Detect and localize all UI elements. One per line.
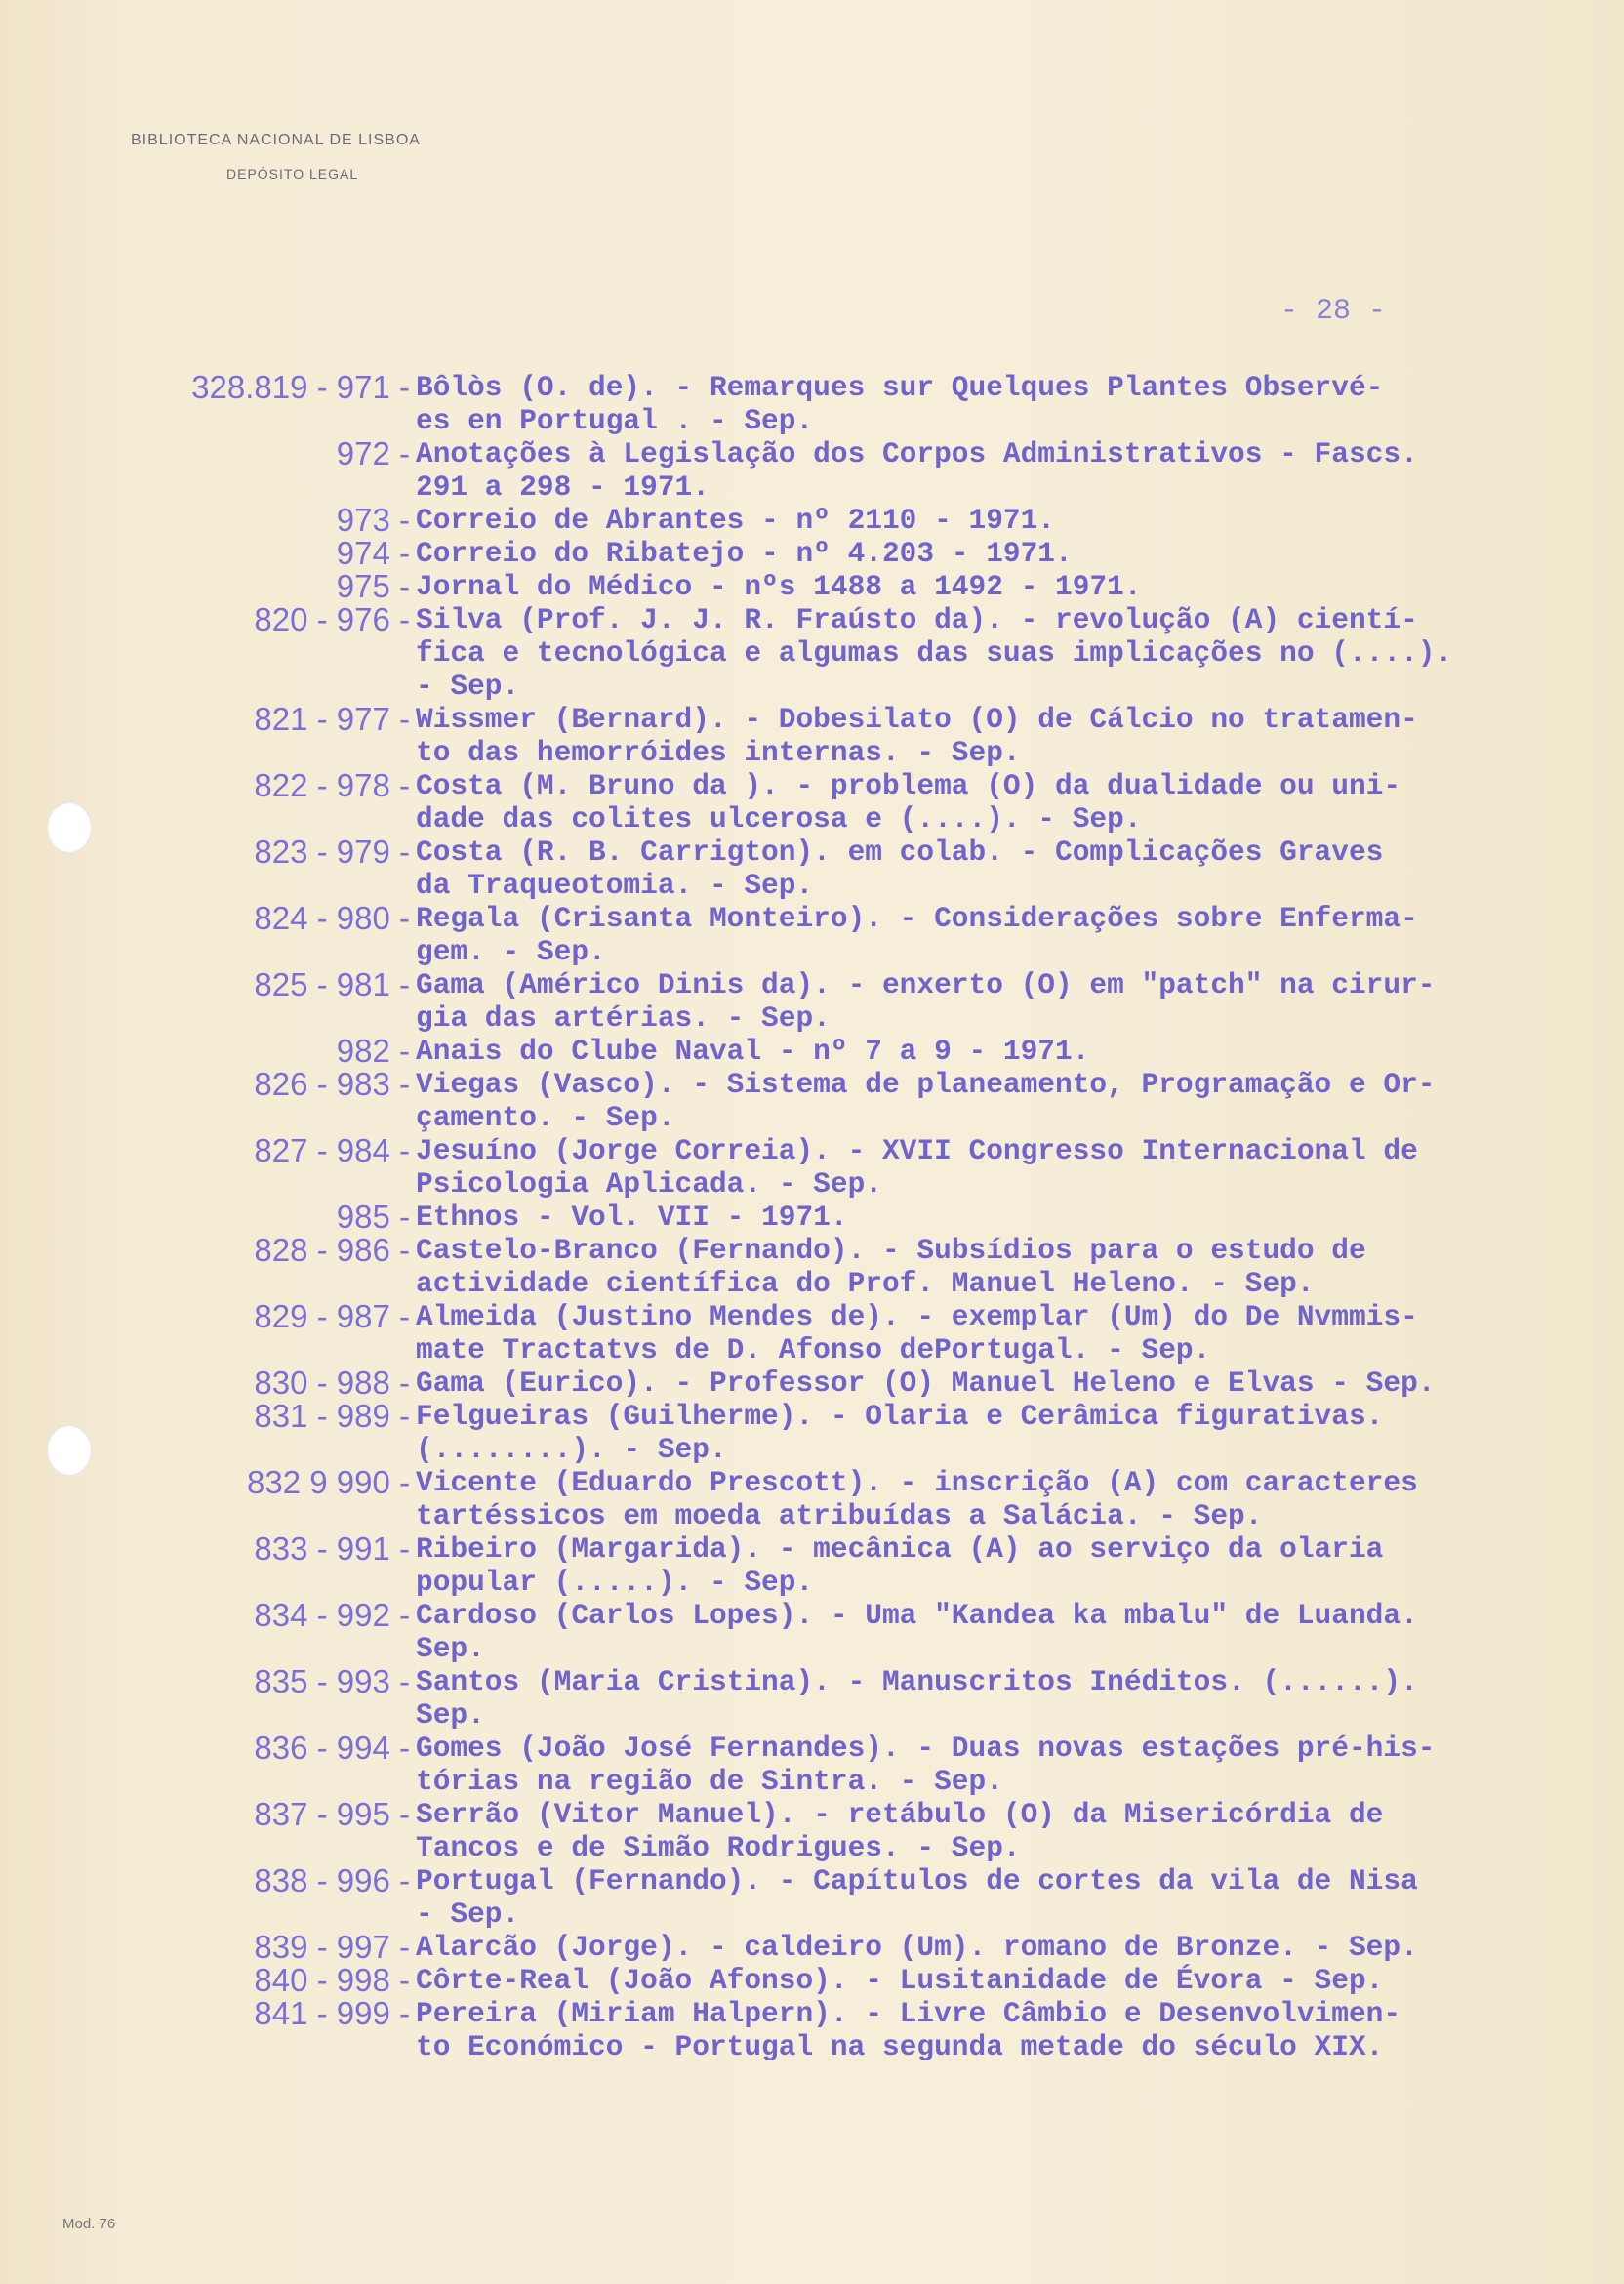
entry-number: 832 9 990 - <box>247 1464 410 1500</box>
entry-text: Psicologia Aplicada. - Sep. <box>416 1167 882 1201</box>
entry-line <box>0 1101 1624 1134</box>
entry-line <box>0 2030 1624 2063</box>
entry-number: 972 - <box>336 435 410 471</box>
entry-number: 835 - 993 - <box>254 1663 410 1699</box>
entry-line <box>0 1433 1624 1466</box>
entry-line <box>0 404 1624 437</box>
entry-line <box>0 1632 1624 1665</box>
entry-number: 840 - 998 - <box>254 1962 410 1998</box>
list-item <box>0 703 1624 769</box>
form-number: Mod. 76 <box>62 2216 116 2232</box>
entry-text: Silva (Prof. J. J. R. Fraústo da). - revolução (A) cientí- <box>416 603 1418 636</box>
list-item <box>0 537 1624 570</box>
entry-text: gia das artérias. - Sep. <box>416 1001 831 1035</box>
entry-text: Côrte-Real (João Afonso). - Lusitanidade de Évora - Sep. <box>416 1964 1384 1997</box>
list-item <box>0 1599 1624 1665</box>
list-item <box>0 1400 1624 1466</box>
department-name: DEPÓSITO LEGAL <box>226 166 359 182</box>
entry-line <box>0 1001 1624 1035</box>
letterhead <box>131 132 421 182</box>
entry-line <box>0 1831 1624 1864</box>
entry-text: çamento. - Sep. <box>416 1101 675 1134</box>
entry-text: Sep. <box>416 1632 485 1665</box>
entry-number: 829 - 987 - <box>254 1298 410 1334</box>
entry-line <box>0 1068 1624 1101</box>
entry-line <box>0 1234 1624 1267</box>
entry-number: 824 - 980 - <box>254 900 410 936</box>
entry-number: 831 - 989 - <box>254 1398 410 1434</box>
entry-number: 974 - <box>336 535 410 571</box>
entry-text: - Sep. <box>416 670 520 703</box>
entry-line <box>0 1267 1624 1300</box>
entry-line <box>0 1864 1624 1897</box>
entry-number: 830 - 988 - <box>254 1365 410 1401</box>
entry-number: 822 - 978 - <box>254 767 410 803</box>
list-item <box>0 1665 1624 1732</box>
entry-number: 827 - 984 - <box>254 1132 410 1168</box>
entry-text: tartéssicos em moeda atribuídas a Salácia. - Sep. <box>416 1499 1263 1532</box>
list-item <box>0 1201 1624 1234</box>
entry-text: dade das colites ulcerosa e (....). - Sep. <box>416 802 1142 836</box>
entry-line <box>0 470 1624 504</box>
entry-line <box>0 1732 1624 1765</box>
entry-number: 820 - 976 - <box>254 601 410 637</box>
entry-text: Anotações à Legislação dos Corpos Administrativos - Fascs. <box>416 437 1418 470</box>
list-item <box>0 1732 1624 1798</box>
entry-text: es en Portugal . - Sep. <box>416 404 814 437</box>
entry-text: Regala (Crisanta Monteiro). - Considerações sobre Enferma- <box>416 902 1418 935</box>
entry-line <box>0 1765 1624 1798</box>
entry-number: 828 - 986 - <box>254 1232 410 1268</box>
entry-text: Ethnos - Vol. VII - 1971. <box>416 1201 848 1234</box>
entry-line <box>0 1366 1624 1400</box>
entry-text: Pereira (Miriam Halpern). - Livre Câmbio e Desenvolvimen- <box>416 1997 1401 2030</box>
entry-line <box>0 836 1624 869</box>
entry-text: Ribeiro (Margarida). - mecânica (A) ao serviço da olaria <box>416 1532 1384 1566</box>
entry-number: 982 - <box>336 1033 410 1069</box>
entry-number: 985 - <box>336 1199 410 1235</box>
entry-number: 839 - 997 - <box>254 1929 410 1965</box>
entry-text: to das hemorróides internas. - Sep. <box>416 736 1021 769</box>
entry-line <box>0 1566 1624 1599</box>
entry-number: 823 - 979 - <box>254 834 410 870</box>
entry-line <box>0 769 1624 802</box>
entry-text: Costa (R. B. Carrigton). em colab. - Complicações Graves <box>416 836 1384 869</box>
list-item <box>0 1300 1624 1366</box>
entry-number: 838 - 996 - <box>254 1862 410 1898</box>
entry-text: Gama (Eurico). - Professor (O) Manuel Heleno e Elvas - Sep. <box>416 1366 1436 1400</box>
entry-line <box>0 1997 1624 2030</box>
entry-text: Cardoso (Carlos Lopes). - Uma "Kandea ka mbalu" de Luanda. <box>416 1599 1418 1632</box>
entry-text: to Económico - Portugal na segunda metade do século XIX. <box>416 2030 1384 2063</box>
entry-line <box>0 1665 1624 1698</box>
entry-line <box>0 1499 1624 1532</box>
entry-text: Santos (Maria Cristina). - Manuscritos Inéditos. (......). <box>416 1665 1418 1698</box>
entry-text: Anais do Clube Naval - nº 7 a 9 - 1971. <box>416 1035 1090 1068</box>
entry-text: Alarcão (Jorge). - caldeiro (Um). romano de Bronze. - Sep. <box>416 1931 1418 1964</box>
list-item <box>0 603 1624 703</box>
entry-number: 836 - 994 - <box>254 1730 410 1766</box>
entry-number: 328.819 - 971 - <box>191 369 410 405</box>
entry-text: Tancos e de Simão Rodrigues. - Sep. <box>416 1831 1021 1864</box>
entry-line <box>0 1599 1624 1632</box>
entry-line <box>0 1400 1624 1433</box>
entry-line <box>0 935 1624 968</box>
entry-text: Vicente (Eduardo Prescott). - inscrição (A) com caracteres <box>416 1466 1418 1499</box>
entry-line <box>0 1466 1624 1499</box>
entry-line <box>0 437 1624 470</box>
entry-text: gem. - Sep. <box>416 935 606 968</box>
list-item <box>0 836 1624 902</box>
entry-text: - Sep. <box>416 1897 520 1931</box>
entry-text: Jornal do Médico - nºs 1488 a 1492 - 1971. <box>416 570 1142 603</box>
entry-line <box>0 504 1624 537</box>
entry-text: Viegas (Vasco). - Sistema de planeamento, Programação e Or- <box>416 1068 1436 1101</box>
list-item <box>0 371 1624 437</box>
entry-list <box>0 371 1624 2063</box>
entry-line <box>0 703 1624 736</box>
list-item <box>0 1068 1624 1134</box>
entry-line <box>0 1167 1624 1201</box>
list-item <box>0 1035 1624 1068</box>
entry-text: Sep. <box>416 1698 485 1732</box>
entry-line <box>0 1300 1624 1333</box>
entry-line <box>0 1134 1624 1167</box>
entry-number: 833 - 991 - <box>254 1530 410 1567</box>
entry-text: Felgueiras (Guilherme). - Olaria e Cerâmica figurativas. <box>416 1400 1384 1433</box>
entry-line <box>0 1035 1624 1068</box>
entry-text: tórias na região de Sintra. - Sep. <box>416 1765 1003 1798</box>
list-item <box>0 1466 1624 1532</box>
entry-line <box>0 1201 1624 1234</box>
list-item <box>0 1798 1624 1864</box>
page-number: - 28 - <box>1280 295 1387 328</box>
entry-text: (........). - Sep. <box>416 1433 727 1466</box>
entry-line <box>0 1532 1624 1566</box>
entry-line <box>0 902 1624 935</box>
entry-text: Correio de Abrantes - nº 2110 - 1971. <box>416 504 1056 537</box>
list-item <box>0 1234 1624 1300</box>
entry-number: 821 - 977 - <box>254 701 410 737</box>
entry-text: Castelo-Branco (Fernando). - Subsídios para o estudo de <box>416 1234 1366 1267</box>
entry-line <box>0 537 1624 570</box>
list-item <box>0 1931 1624 1964</box>
entry-text: Costa (M. Bruno da ). - problema (O) da dualidade ou uni- <box>416 769 1401 802</box>
entry-line <box>0 869 1624 902</box>
entry-line <box>0 1897 1624 1931</box>
entry-text: Bôlòs (O. de). - Remarques sur Quelques Plantes Observé- <box>416 371 1384 404</box>
entry-text: mate Tractatvs de D. Afonso dePortugal. - Sep. <box>416 1333 1211 1366</box>
entry-line <box>0 636 1624 670</box>
entry-text: Serrão (Vitor Manuel). - retábulo (O) da Misericórdia de <box>416 1798 1384 1831</box>
list-item <box>0 504 1624 537</box>
entry-number: 825 - 981 - <box>254 966 410 1002</box>
list-item <box>0 1366 1624 1400</box>
entry-line <box>0 1964 1624 1997</box>
list-item <box>0 968 1624 1035</box>
entry-text: actividade científica do Prof. Manuel Heleno. - Sep. <box>416 1267 1315 1300</box>
entry-line <box>0 802 1624 836</box>
entry-number: 837 - 995 - <box>254 1796 410 1832</box>
entry-number: 834 - 992 - <box>254 1597 410 1633</box>
entry-text: Wissmer (Bernard). - Dobesilato (O) de Cálcio no tratamen- <box>416 703 1418 736</box>
entry-text: Almeida (Justino Mendes de). - exemplar (Um) do De Nvmmis- <box>416 1300 1418 1333</box>
entry-text: popular (.....). - Sep. <box>416 1566 814 1599</box>
entry-line <box>0 968 1624 1001</box>
list-item <box>0 902 1624 968</box>
institution-name: BIBLIOTECA NACIONAL DE LISBOA <box>131 132 421 148</box>
entry-text: fica e tecnológica e algumas das suas implicações no (....). <box>416 636 1453 670</box>
entry-number: 973 - <box>336 502 410 538</box>
entry-line <box>0 1333 1624 1366</box>
entry-line <box>0 1931 1624 1964</box>
list-item <box>0 1964 1624 1997</box>
entry-text: Jesuíno (Jorge Correia). - XVII Congresso Internacional de <box>416 1134 1418 1167</box>
list-item <box>0 570 1624 603</box>
entry-text: 291 a 298 - 1971. <box>416 470 710 504</box>
entry-line <box>0 570 1624 603</box>
entry-text: Correio do Ribatejo - nº 4.203 - 1971. <box>416 537 1073 570</box>
entry-text: Gomes (João José Fernandes). - Duas novas estações pré-his- <box>416 1732 1436 1765</box>
list-item <box>0 769 1624 836</box>
entry-line <box>0 371 1624 404</box>
entry-number: 841 - 999 - <box>254 1995 410 2031</box>
list-item <box>0 437 1624 504</box>
list-item <box>0 1134 1624 1201</box>
list-item <box>0 1532 1624 1599</box>
entry-text: da Traqueotomia. - Sep. <box>416 869 814 902</box>
entry-line <box>0 1698 1624 1732</box>
list-item <box>0 1997 1624 2063</box>
entry-line <box>0 603 1624 636</box>
entry-line <box>0 670 1624 703</box>
entry-text: Gama (Américo Dinis da). - enxerto (O) em "patch" na cirur- <box>416 968 1436 1001</box>
entry-line <box>0 736 1624 769</box>
entry-number: 826 - 983 - <box>254 1066 410 1102</box>
entry-text: Portugal (Fernando). - Capítulos de cortes da vila de Nisa <box>416 1864 1418 1897</box>
entry-line <box>0 1798 1624 1831</box>
entry-number: 975 - <box>336 568 410 604</box>
list-item <box>0 1864 1624 1931</box>
